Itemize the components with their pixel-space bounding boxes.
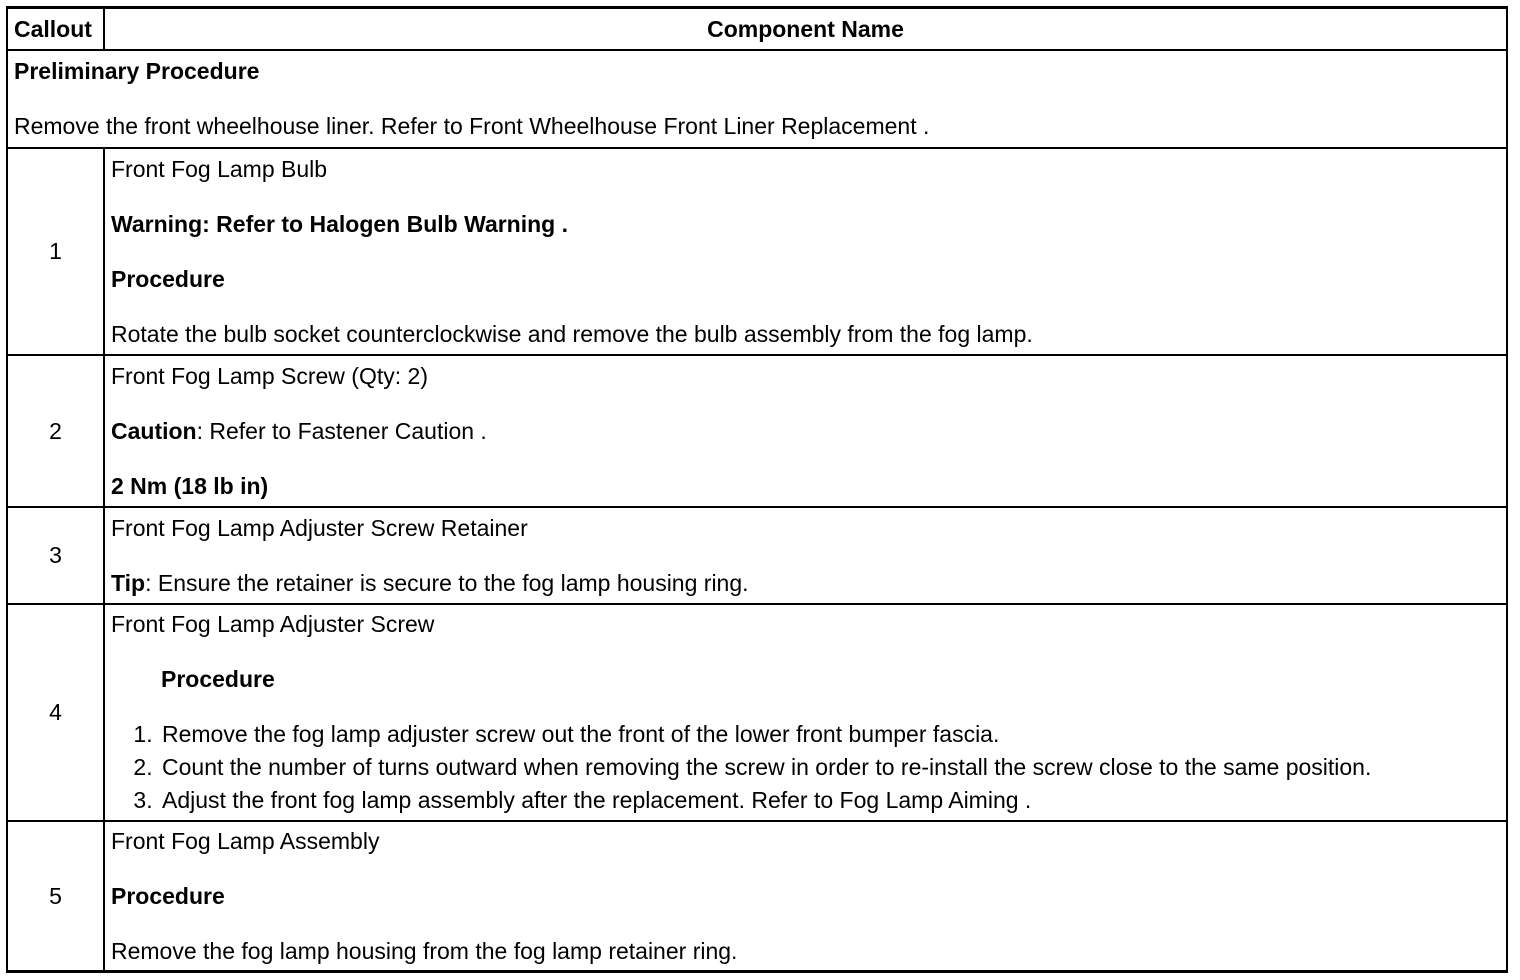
caution-text: : Refer to Fastener Caution . [196,417,487,444]
component-table [6,6,1508,973]
tip-label: Tip [111,569,146,596]
procedure-steps [111,718,1500,817]
component-name: Front Fog Lamp Adjuster Screw Retainer [111,514,528,541]
procedure-step: 1. Remove the fog lamp adjuster screw out the front of the lower front bumper fascia. [159,718,1500,751]
procedure-label: Procedure [111,882,225,909]
procedure-step: 2. Count the number of turns outward when removing the screw in order to re-install the screw close to the same position. [159,751,1500,784]
procedure-label: Procedure [161,666,275,692]
callout-number: 2 [7,355,104,507]
warning-text: Warning: Refer to Halogen Bulb Warning . [111,210,569,237]
component-name: Front Fog Lamp Bulb [111,155,328,182]
caution-line [111,415,1500,448]
procedure-text: Remove the fog lamp housing from the fog lamp retainer ring. [111,937,738,964]
preliminary-procedure-text: Remove the front wheelhouse liner. Refer to Front Wheelhouse Front Liner Replacement . [14,113,930,139]
table-row [7,604,1507,821]
callout-number: 5 [7,821,104,972]
table-header-row [7,8,1507,51]
component-name: Front Fog Lamp Assembly [111,827,380,854]
procedure-text: Rotate the bulb socket counterclockwise and remove the bulb assembly from the fog lamp. [111,320,1033,347]
table-row [7,148,1507,355]
callout-column-header: Callout [7,8,104,51]
component-name-column-header: Component Name [104,8,1507,51]
tip-line [111,567,1500,600]
table-row [7,507,1507,604]
component-name: Front Fog Lamp Adjuster Screw [111,611,435,637]
component-name: Front Fog Lamp Screw (Qty: 2) [111,362,428,389]
torque-spec: 2 Nm (18 lb in) [111,472,269,499]
callout-number: 4 [7,604,104,821]
preliminary-procedure-title: Preliminary Procedure [14,58,260,84]
callout-number: 3 [7,507,104,604]
preliminary-procedure-row [7,50,1507,148]
tip-text: : Ensure the retainer is secure to the fog lamp housing ring. [145,569,749,596]
table-row [7,821,1507,972]
procedure-label: Procedure [111,265,225,292]
caution-label: Caution [111,417,197,444]
table-row [7,355,1507,507]
callout-number: 1 [7,148,104,355]
procedure-step: 3. Adjust the front fog lamp assembly after the replacement. Refer to Fog Lamp Aiming . [159,784,1500,817]
